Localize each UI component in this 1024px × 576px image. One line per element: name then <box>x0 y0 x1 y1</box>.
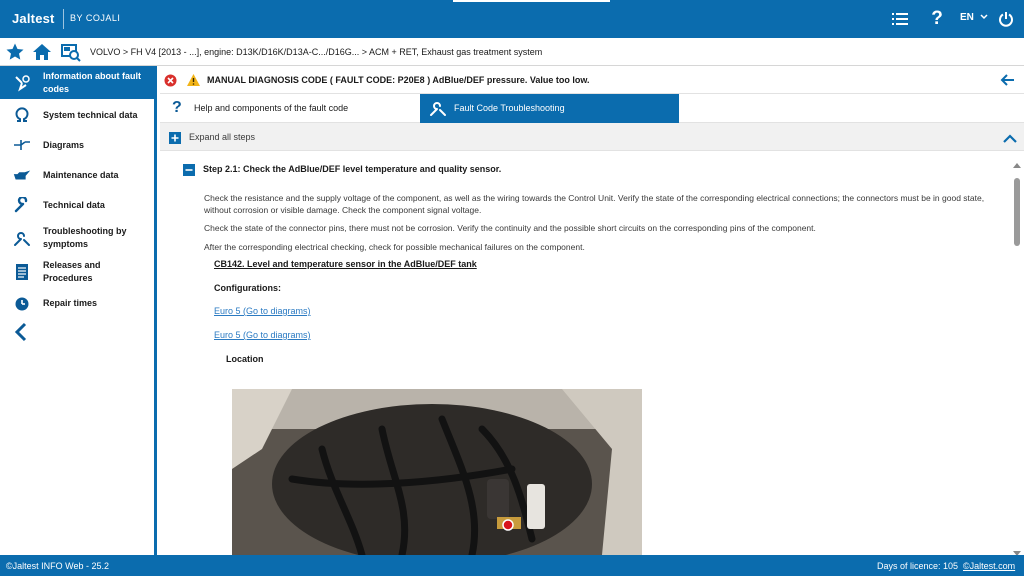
top-highlight <box>453 0 610 2</box>
sidebar-item-system-technical-data[interactable] <box>0 103 157 127</box>
home-icon[interactable] <box>32 42 52 62</box>
sidebar-item-label: Maintenance data <box>43 170 119 180</box>
step-paragraph: Check the resistance and the supply voltage of the component, as well as the wiring towards the Control Unit. Verify the state of the corresponding electrical connections; the connectors must be in good state, without corrosion or visible damage. Check the component signal voltage. <box>204 193 985 215</box>
sidebar-item-label: Troubleshooting by symptoms <box>43 226 127 249</box>
document-list-icon <box>12 262 32 282</box>
sidebar <box>0 66 157 555</box>
back-arrow-icon[interactable] <box>1000 72 1016 93</box>
cojali-byline: BY COJALI <box>70 13 121 23</box>
top-bar <box>0 0 1024 38</box>
expand-bar <box>160 123 1024 151</box>
sidebar-item-label: Releases and Procedures <box>43 260 101 283</box>
sidebar-item-label: Diagrams <box>43 140 85 150</box>
troubleshoot-icon <box>12 228 32 248</box>
diagram-icon <box>12 135 32 155</box>
tools-icon <box>429 99 447 119</box>
sidebar-item-label: System technical data <box>43 110 138 120</box>
sidebar-item-releases-procedures[interactable] <box>0 257 157 287</box>
sidebar-item-technical-data[interactable] <box>0 193 157 217</box>
fault-title: MANUAL DIAGNOSIS CODE ( FAULT CODE: P20E8 ) AdBlue/DEF pressure. Value too low. <box>207 75 590 85</box>
scroll-up-icon[interactable] <box>1013 155 1021 173</box>
omega-icon <box>12 105 32 125</box>
licence-days: Days of licence: 105 <box>877 561 959 571</box>
sidebar-item-label: Information about fault codes <box>43 71 141 94</box>
step-paragraph: Check the state of the connector pins, there must not be corrosion. Verify the continuity and the possible short circuits on the corresponding pins of the component. <box>204 223 816 233</box>
plus-icon[interactable] <box>169 131 181 149</box>
sidebar-item-troubleshooting-symptoms[interactable] <box>0 223 157 253</box>
diagram-link-2[interactable]: Euro 5 (Go to diagrams) <box>214 330 311 340</box>
step-paragraph: After the corresponding electrical checking, check for possible mechanical failures on the component. <box>204 242 585 252</box>
component-location-photo <box>232 389 642 555</box>
list-icon[interactable] <box>889 8 911 30</box>
fault-header <box>160 66 1024 94</box>
jaltest-site-link[interactable]: ©Jaltest.com <box>963 561 1016 571</box>
sidebar-item-maintenance-data[interactable] <box>0 163 157 187</box>
sidebar-item-fault-info[interactable] <box>0 66 157 99</box>
tabs-bar <box>160 94 1024 123</box>
question-icon: ? <box>172 99 182 116</box>
language-label: EN <box>960 12 974 23</box>
language-selector[interactable] <box>960 12 988 23</box>
warning-icon <box>186 73 201 92</box>
step-title: Step 2.1: Check the AdBlue/DEF level temperature and quality sensor. <box>203 164 502 174</box>
collapse-step-icon[interactable] <box>183 163 195 181</box>
stopwatch-icon <box>12 293 32 313</box>
diagram-link-1[interactable]: Euro 5 (Go to diagrams) <box>214 306 311 316</box>
wrench-icon <box>12 195 32 215</box>
sidebar-item-label: Repair times <box>43 298 98 308</box>
logo-divider <box>63 9 64 29</box>
sidebar-item-diagrams[interactable] <box>0 133 157 157</box>
expand-all-steps-label[interactable]: Expand all steps <box>189 132 256 142</box>
breadcrumb: VOLVO > FH V4 [2013 - ...], engine: D13K/D16K/D13A-C.../D16G... > ACM + RET, Exhaust gas treatment system <box>90 47 543 57</box>
error-icon <box>164 74 177 92</box>
vehicle-search-icon[interactable] <box>60 42 80 62</box>
tab-fault-code-troubleshooting[interactable] <box>420 94 679 123</box>
tab-label: Fault Code Troubleshooting <box>454 103 565 113</box>
chevron-left-icon[interactable] <box>14 322 30 342</box>
breadcrumb-bar <box>0 38 1024 66</box>
sidebar-item-repair-times[interactable] <box>0 291 157 315</box>
step-content <box>160 152 1024 555</box>
sidebar-item-label: Technical data <box>43 200 105 210</box>
fault-info-icon <box>12 73 32 93</box>
version-text: ©Jaltest INFO Web - 25.2 <box>6 561 109 571</box>
tab-help-components[interactable] <box>160 94 420 123</box>
content-scrollbar[interactable] <box>1010 152 1024 555</box>
component-title: CB142. Level and temperature sensor in the AdBlue/DEF tank <box>214 259 477 269</box>
oil-can-icon <box>12 165 32 185</box>
configurations-label: Configurations: <box>214 283 281 293</box>
location-label: Location <box>226 354 264 364</box>
help-icon[interactable]: ? <box>931 8 943 29</box>
chevron-up-icon[interactable] <box>1003 131 1017 149</box>
footer <box>0 555 1024 576</box>
power-icon[interactable] <box>995 8 1017 30</box>
scroll-thumb[interactable] <box>1014 178 1020 246</box>
jaltest-logo: Jaltest <box>12 11 55 26</box>
chevron-down-icon <box>980 12 988 23</box>
star-icon[interactable] <box>5 42 25 62</box>
tab-label: Help and components of the fault code <box>194 103 349 113</box>
